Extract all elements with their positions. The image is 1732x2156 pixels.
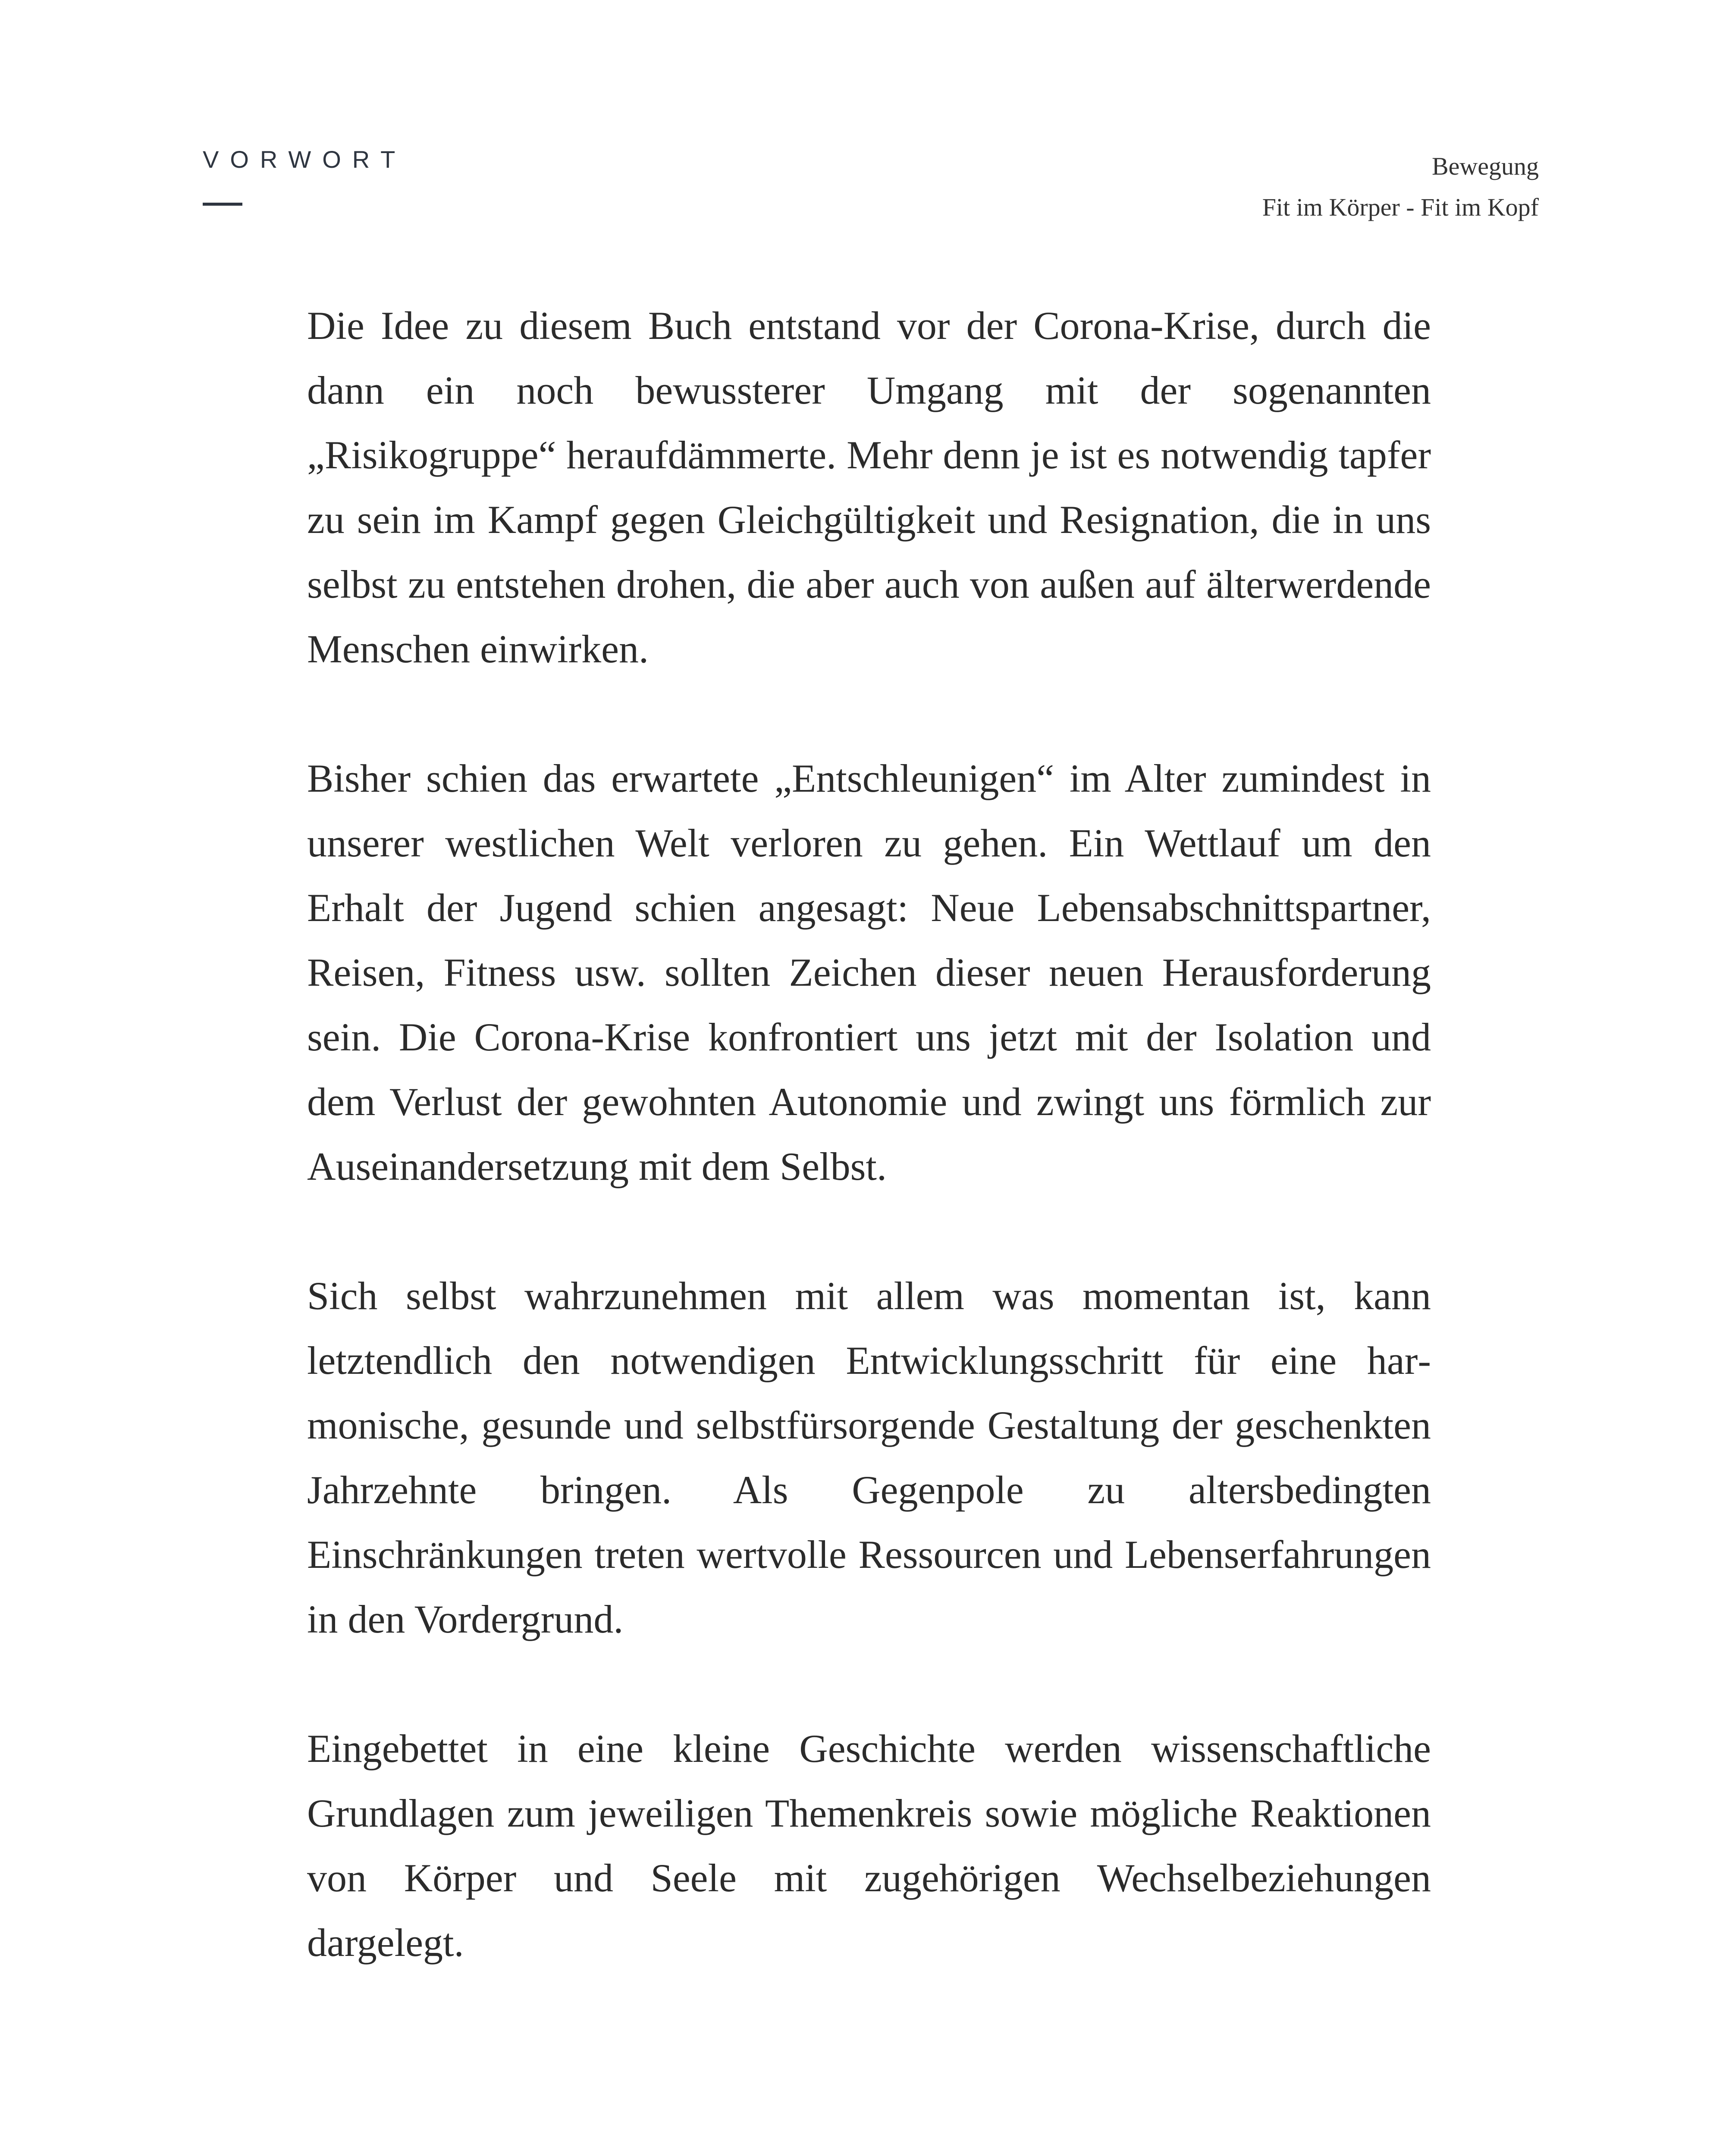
running-header [1262,146,1539,228]
paragraph: Bisher schien das erwartete „Entschleunigen“ im Alter zumindest in unserer westlichen Welt verloren zu gehen. Ein Wettlauf um den Erhalt der Jugend schien angesagt: Neue Lebensabschnittspartner, Reisen, Fitness usw. sollten Zeichen dieser neuen Herausforderung sein. Die Corona-Krise konfrontiert uns jetzt mit der Isolation und dem Verlust der gewohnten Autonomie und zwingt uns förmlich zur Auseinandersetzung mit dem Selbst. [307,756,1431,1188]
paragraph: Sich selbst wahrzunehmen mit allem was momentan ist, kann letztendlich den notwendigen Entwicklungsschritt für eine harmonische, gesunde und selbstfürsorgende Gestaltung der geschenkten Jahrzehnte bringen. Als Gegenpole zu altersbedingten Einschränkungen treten wertvolle Ressourcen und Lebenserfahrungen in den Vordergrund. [307,1274,1431,1641]
book-title-line-1: Bewegung [1431,152,1539,180]
paragraph: Die Idee zu diesem Buch entstand vor der Corona-Krise, durch die dann ein noch bewussterer Umgang mit der sogenannten „Risikogruppe“ heraufdämmerte. Mehr denn je ist es notwendig tapfer zu sein im Kampf gegen Gleichgültigkeit und Resignation, die in uns selbst zu entstehen drohen, die aber auch von außen auf älterwerdende Menschen einwirken. [307,304,1431,671]
paragraph: Eingebettet in eine kleine Geschichte werden wissenschaftliche Grundlagen zum jeweiligen Themenkreis sowie mögliche Reaktionen von Körper und Seele mit zugehörigen Wechselbeziehungen dargelegt. [307,1727,1431,1965]
section-rule [203,203,242,206]
book-title-line-2: Fit im Körper - Fit im Kopf [1262,193,1539,221]
body-text [307,293,1431,2040]
section-label: VORWORT [203,146,407,173]
